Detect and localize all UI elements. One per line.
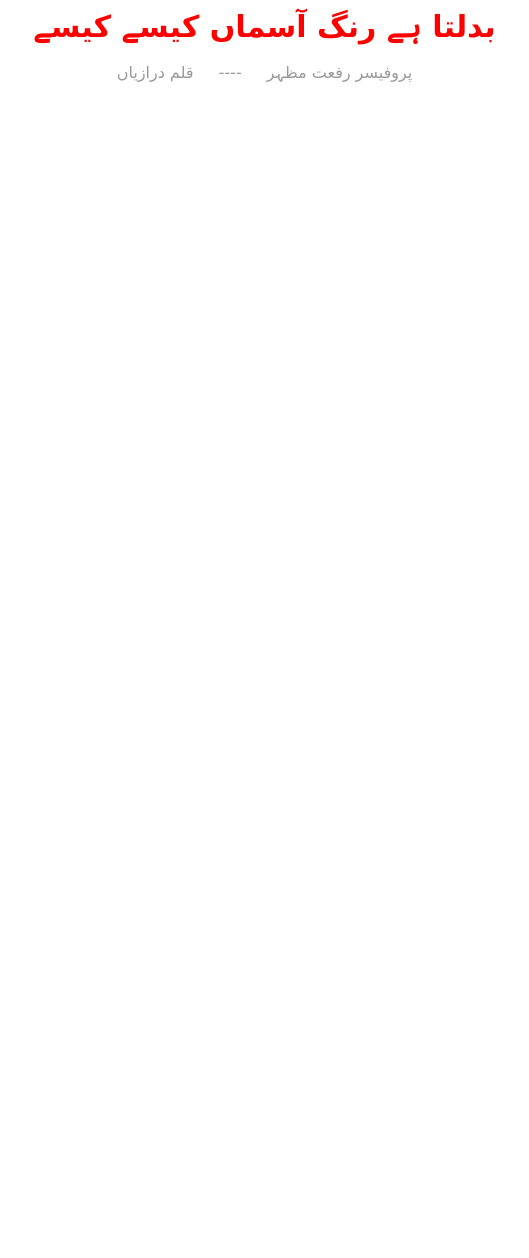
article-paragraph-2 [18, 458, 517, 746]
byline-column-name: قلم درازیاں [116, 63, 194, 82]
byline-author: پروفیسر رفعت مظہر [266, 63, 413, 82]
article-paragraph-3 [18, 746, 517, 1254]
article-body [18, 118, 517, 1254]
byline-separator: ---- [218, 63, 242, 82]
article-title: بدلتا ہے رنگ آسماں کیسے کیسے [33, 10, 496, 45]
article-paragraph-1 [18, 118, 517, 458]
article-byline [0, 62, 529, 84]
